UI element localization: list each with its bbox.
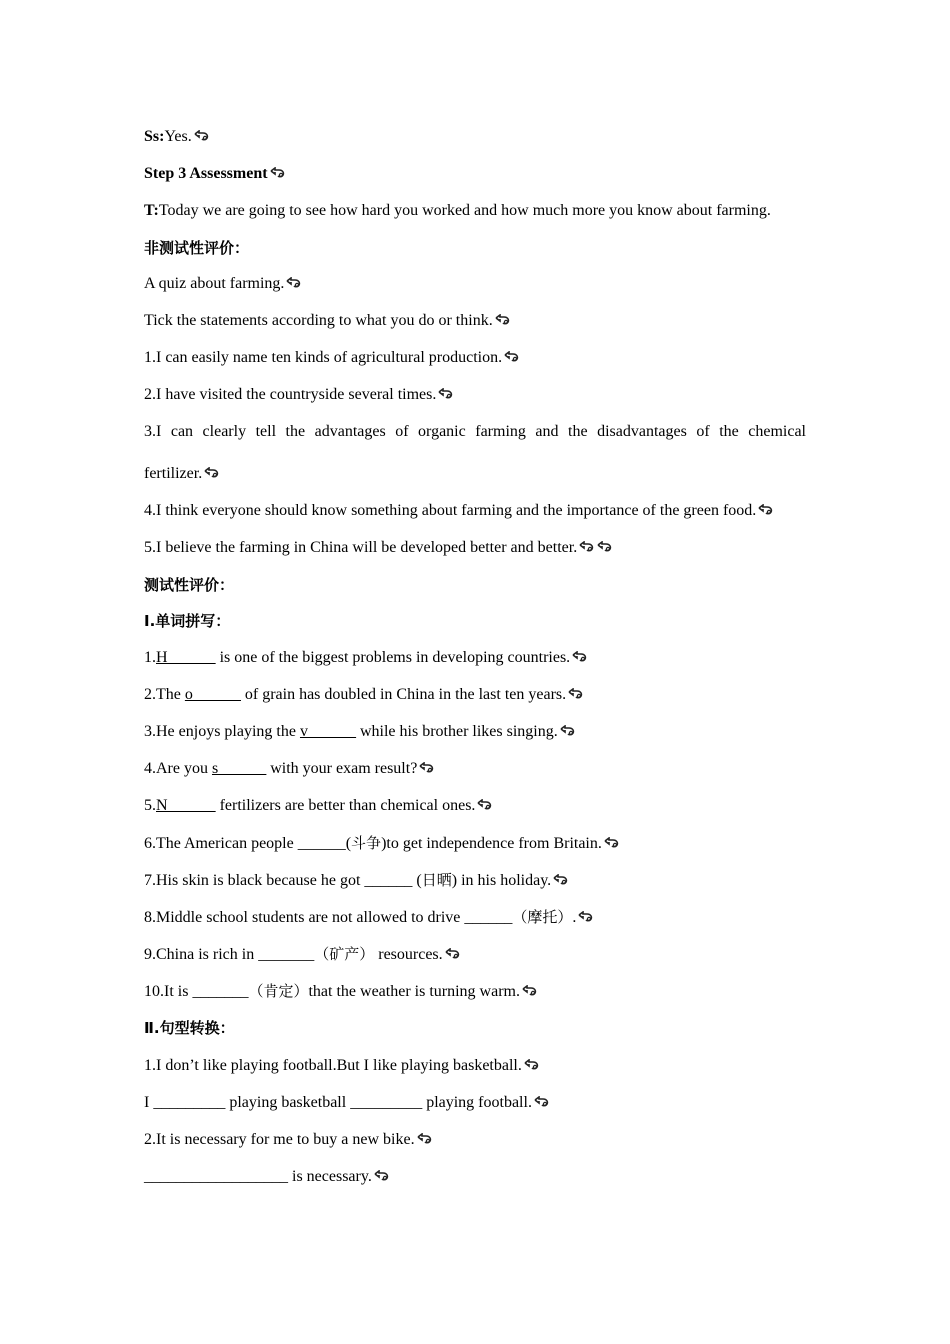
section-heading-spelling: Ⅰ.单词拼写：	[144, 612, 231, 630]
chinese-hint: （矿产）	[314, 945, 375, 963]
return-arrow-icon	[285, 277, 302, 289]
dialogue-text: Yes.	[164, 128, 192, 145]
return-arrow-icon	[571, 651, 588, 663]
return-arrow-icon	[533, 1096, 550, 1108]
spelling-item: 5.N______ fertilizers are better than chemical ones.	[144, 796, 806, 816]
non-test-heading: 非测试性评价：	[144, 239, 250, 257]
teacher-text: Today we are going to see how hard you worked and how much more you know about farming.	[158, 202, 771, 219]
spelling-item: 10.It is _______（肯定）that the weather is turning warm.	[144, 981, 806, 1002]
chinese-hint: 斗争	[351, 834, 382, 852]
transform-item: 2.It is necessary for me to buy a new bike.	[144, 1130, 806, 1150]
answer-blank: o______	[184, 686, 241, 703]
return-arrow-icon	[559, 725, 576, 737]
transform-item: I _________ playing basketball _________ playing football.	[144, 1093, 806, 1113]
return-arrow-icon	[203, 467, 220, 479]
list-item: 4.I think everyone should know something about farming and the importance of the green food.	[144, 501, 806, 521]
step-heading	[144, 164, 806, 184]
return-arrow-icon	[476, 799, 493, 811]
return-arrow-icon	[503, 351, 520, 363]
list-item: 1.I can easily name ten kinds of agricultural production.	[144, 348, 806, 368]
section-heading-transform: Ⅱ.句型转换：	[144, 1019, 235, 1037]
return-arrow-icon	[373, 1170, 390, 1182]
spelling-item: 6.The American people ______(斗争)to get independence from Britain.	[144, 833, 806, 854]
chinese-hint: （肯定）	[248, 982, 309, 1000]
test-heading: 测试性评价：	[144, 576, 235, 594]
return-arrow-icon	[521, 985, 538, 997]
transform-item: 1.I don’t like playing football.But I like playing basketball.	[144, 1056, 806, 1076]
chinese-hint: 日晒	[421, 871, 452, 889]
return-arrow-icon	[437, 388, 454, 400]
dialogue-line	[144, 127, 806, 147]
speaker-label: Ss:	[144, 128, 165, 145]
answer-blank: v______	[299, 723, 356, 740]
answer-blank: s______	[211, 760, 267, 777]
return-arrow-icon	[444, 948, 461, 960]
list-item: 5.I believe the farming in China will be developed better and better.	[144, 538, 806, 558]
return-arrow-icon	[567, 688, 584, 700]
spelling-item: 7.His skin is black because he got ______ (日晒) in his holiday.	[144, 870, 806, 891]
teacher-label: T:	[144, 202, 159, 219]
answer-blank: H______	[156, 649, 216, 666]
quiz-instruction: Tick the statements according to what you do or think.	[144, 311, 806, 331]
return-arrow-icon	[269, 167, 286, 179]
spelling-item: 2.The o______ of grain has doubled in China in the last ten years.	[144, 685, 806, 705]
spelling-item: 4.Are you s______ with your exam result?	[144, 759, 806, 779]
transform-item: __________________ is necessary.	[144, 1167, 806, 1187]
return-arrow-icon	[577, 911, 594, 923]
spelling-item: 1.H______ is one of the biggest problems in developing countries.	[144, 648, 806, 668]
return-arrow-icon	[596, 541, 613, 553]
return-arrow-icon	[552, 874, 569, 886]
spelling-item: 9.China is rich in _______（矿产） resources.	[144, 944, 806, 965]
list-item-continued: fertilizer.	[144, 464, 806, 484]
return-arrow-icon	[416, 1133, 433, 1145]
quiz-title: A quiz about farming.	[144, 274, 806, 294]
return-arrow-icon	[757, 504, 774, 516]
chinese-hint: （摩托）	[512, 908, 573, 926]
return-arrow-icon	[418, 762, 435, 774]
return-arrow-icon	[523, 1059, 540, 1071]
return-arrow-icon	[603, 837, 620, 849]
return-arrow-icon	[494, 314, 511, 326]
spelling-item: 3.He enjoys playing the v______ while his brother likes singing.	[144, 722, 806, 742]
teacher-line	[144, 201, 806, 221]
step-title: Step 3 Assessment	[144, 165, 268, 182]
return-arrow-icon	[578, 541, 595, 553]
answer-blank: N______	[156, 797, 216, 814]
list-item: 2.I have visited the countryside several times.	[144, 385, 806, 405]
list-item: 3.I can clearly tell the advantages of organic farming and the disadvantages of the chemical	[144, 423, 806, 440]
spelling-item: 8.Middle school students are not allowed to drive ______（摩托）.	[144, 907, 806, 928]
return-arrow-icon	[193, 130, 210, 142]
